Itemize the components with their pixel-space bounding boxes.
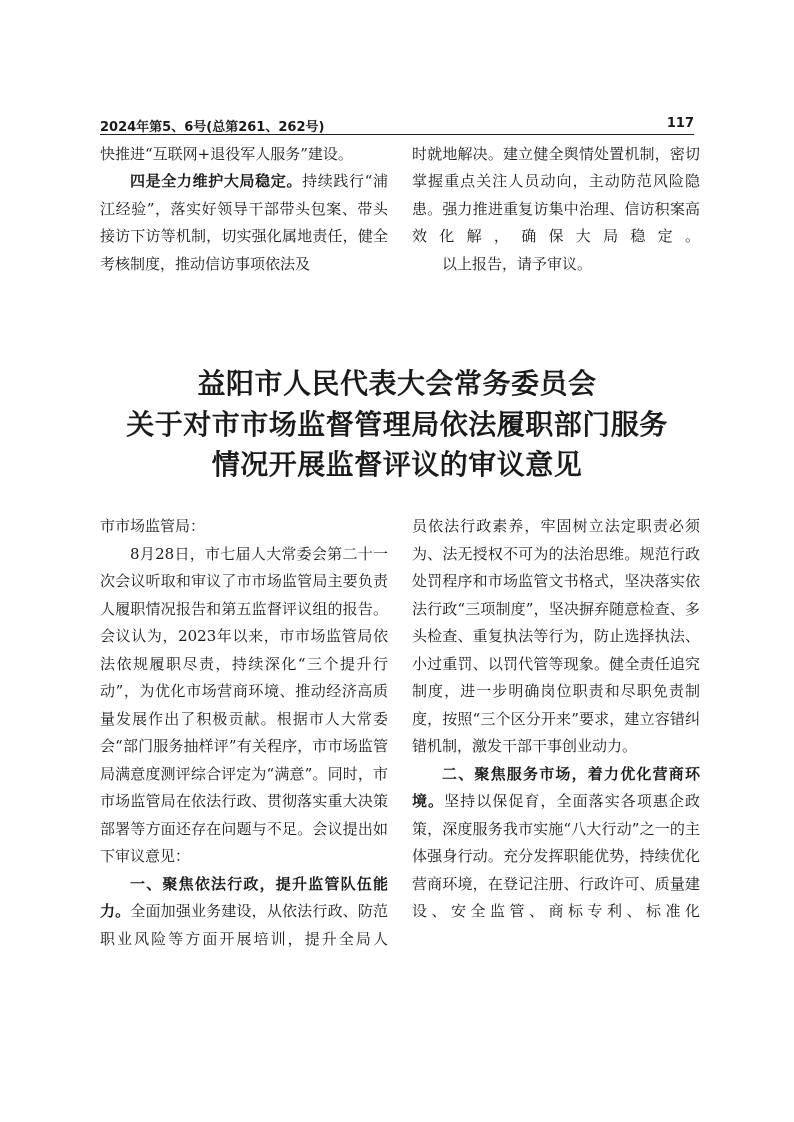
section-one-heading: 一、聚焦依法行政，提升监管队伍能力。 bbox=[100, 874, 388, 920]
top-right-column bbox=[412, 141, 700, 278]
salutation: 市市场监管局： bbox=[100, 517, 206, 535]
continued-text: 快推进“互联网+退役军人服务”建设。 bbox=[100, 145, 353, 163]
section-two-heading: 二、聚焦服务市场，着力优化营商环境。 bbox=[412, 764, 700, 810]
running-header bbox=[100, 114, 694, 134]
section-one-continued: 员依法行政素养，牢固树立法定职责必须为、法无授权不可为的法治思维。规范行政处罚程序和市场监管文书格式，坚决落实依法行政“三项制度”，坚决摒弃随意检查、多头检查、重复执法等行为，防止选择执法、小过重罚、以罚代管等现象。健全责任追究制度，进一步明确岗位职责和尽职免责制度，按照“三个区分开来”要求，建立容错纠错机制，激发干部干事创业动力。 bbox=[412, 517, 700, 755]
title-line-2: 关于对市市场监督管理局依法履职部门服务 bbox=[126, 407, 668, 441]
title-line-3: 情况开展监督评议的审议意见 bbox=[211, 448, 583, 481]
section-four-text: 持续践行“浦江经验”，落实好领导干部带头包案、带头接访下访等机制，切实强化属地责任，健全考核制度，推动信访事项依法及 bbox=[100, 172, 388, 273]
header-rule bbox=[100, 134, 694, 135]
body-right-column bbox=[412, 513, 700, 926]
page-number: 117 bbox=[666, 116, 694, 131]
section-one-text: 全面加强业务建设，从依法行政、防范职业风险等方面开展培训，提升全局人 bbox=[100, 902, 388, 948]
section-four-heading: 四是全力维护大局稳定。 bbox=[130, 172, 303, 191]
issue-label: 2024年第5、6号(总第261、262号) bbox=[100, 120, 325, 135]
continued-paragraph: 时就地解决。建立健全舆情处置机制，密切掌握重点关注人员动向，主动防范风险隐患。强力推进重复访集中治理、信访积案高效化解，确保大局稳定。 bbox=[412, 145, 700, 246]
closing-line: 以上报告，请予审议。 bbox=[442, 254, 593, 273]
intro-paragraph: 8月28日，市七届人大常委会第二十一次会议听取和审议了市市场监管局主要负责人履职情况报告和第五监督评议组的报告。会议认为，2023年以来，市市场监管局依法依规履职尽责，持续深化“三个提升行动”，为优化市场营商环境、推动经济高质量发展作出了积极贡献。根据市人大常委会“部门服务抽样评”有关程序，市市场监管局满意度测评综合评定为“满意”。同时，市市场监管局在依法行政、贯彻落实重大决策部署等方面还存在问题与不足。会议提出如下审议意见： bbox=[100, 544, 388, 865]
top-left-column bbox=[100, 141, 388, 278]
section-two-paragraph bbox=[412, 761, 700, 926]
title-line-1: 益阳市人民代表大会常务委员会 bbox=[197, 367, 597, 400]
document-title bbox=[60, 364, 734, 486]
section-four-paragraph bbox=[100, 168, 388, 278]
body-left-column bbox=[100, 513, 388, 953]
section-one-paragraph bbox=[100, 871, 388, 954]
section-two-text: 坚持以保促育，全面落实各项惠企政策，深度服务我市实施“八大行动”之一的主体强身行动。充分发挥职能优势，持续优化营商环境，在登记注册、行政许可、质量建设、安全监管、商标专利、标准化 bbox=[412, 792, 700, 920]
